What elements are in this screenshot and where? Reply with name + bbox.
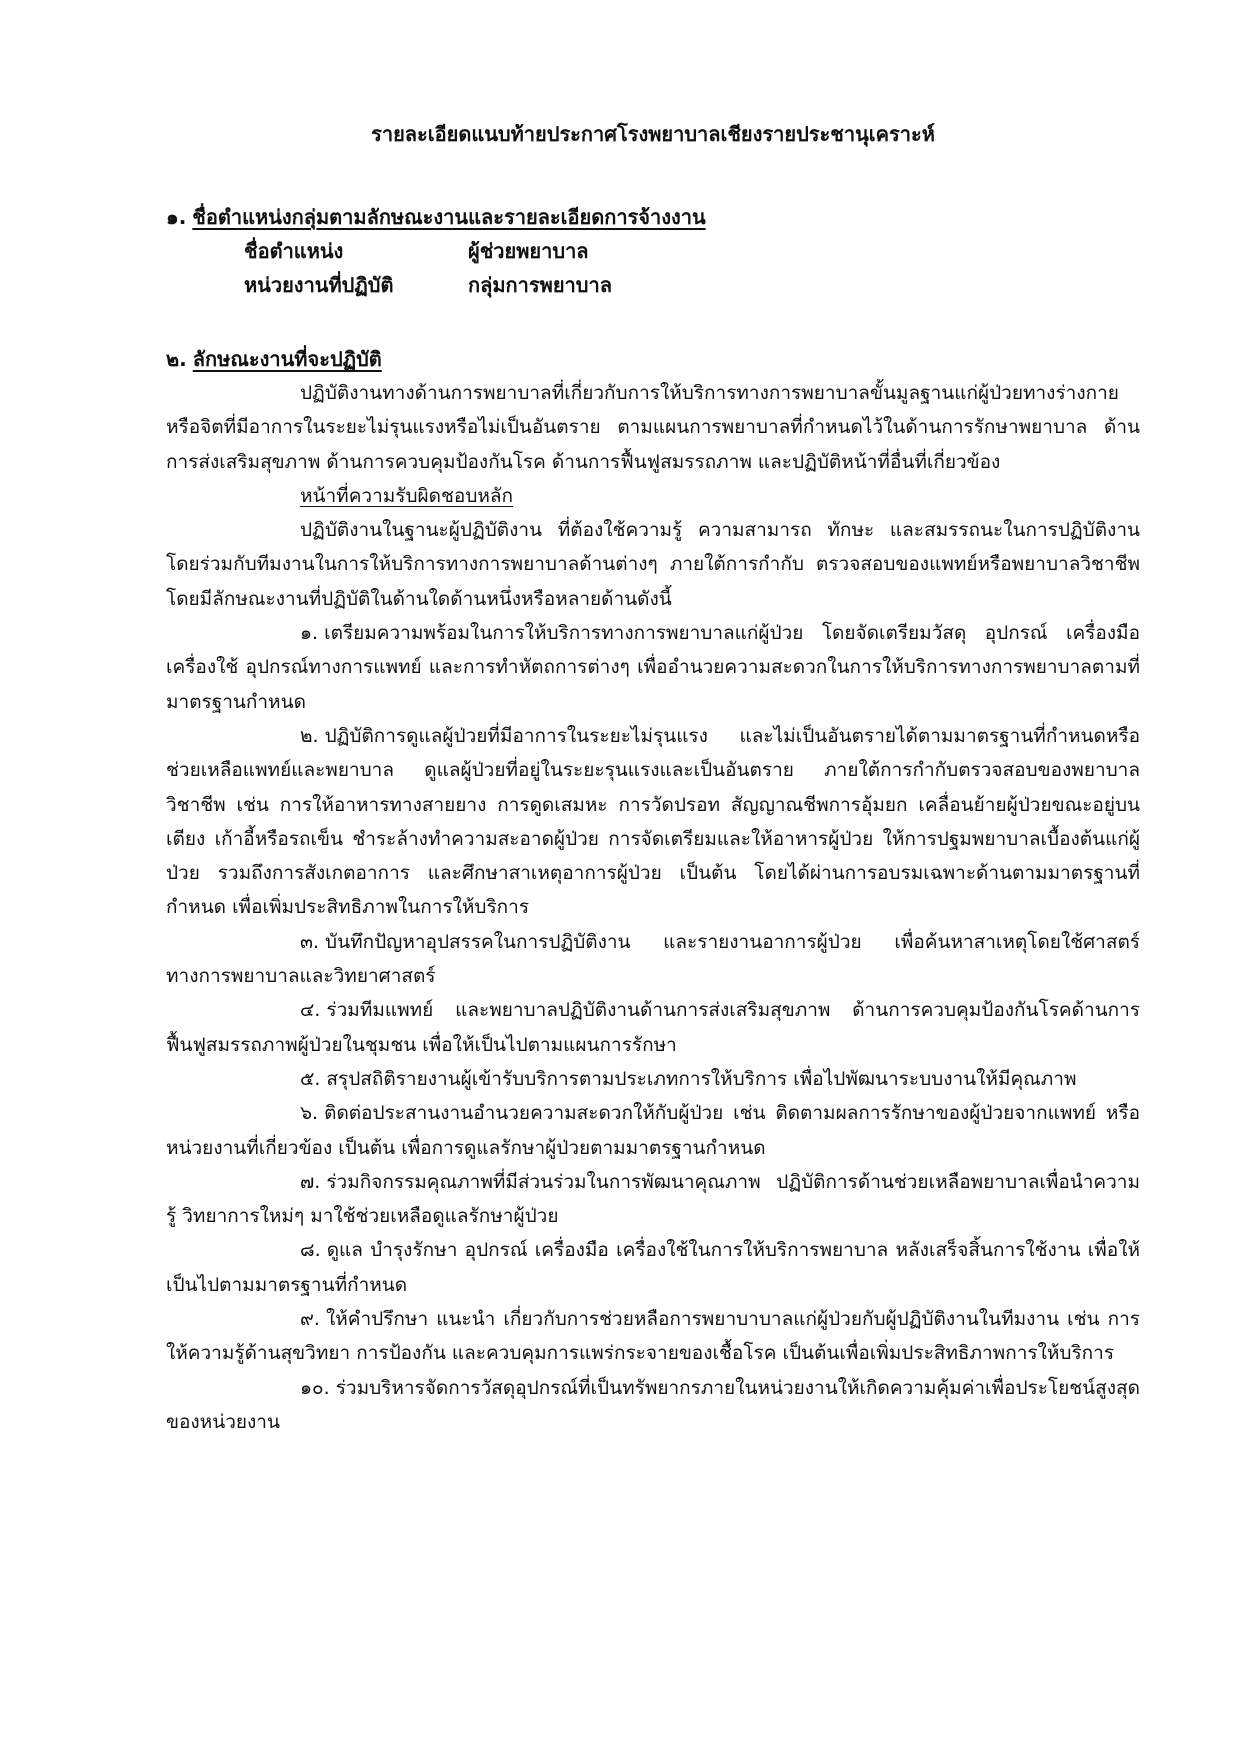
duty-item-5 — [166, 1062, 1140, 1096]
duty-number: ๘. — [300, 1239, 321, 1262]
duty-item-7 — [166, 1165, 1140, 1234]
duty-item-3 — [166, 925, 1140, 994]
section-2-heading-text: ลักษณะงานที่จะปฏิบัติ — [192, 347, 382, 371]
duty-text: ร่วมทีมแพทย์ และพยาบาลปฏิบัติงานด้านการส่งเสริมสุขภาพ ด้านการควบคุมป้องกันโรคด้านการฟื้นฟูสมรรถภาพผู้ป่วยในชุมชน เพื่อให้เป็นไปตามแผนการรักษา — [166, 999, 1140, 1056]
work-unit-row — [166, 268, 1140, 302]
duty-text: ติดต่อประสานงานอำนวยความสะดวกให้กับผู้ป่วย เช่น ติดตามผลการรักษาของผู้ป่วยจากแพทย์ หรือหน่วยงานที่เกี่ยวข้อง เป็นต้น เพื่อการดูแลรักษาผู้ป่วยตามมาตรฐานกำหนด — [166, 1102, 1140, 1159]
duty-number: ๗. — [300, 1170, 321, 1193]
work-unit-value: กลุ่มการพยาบาล — [468, 273, 612, 297]
duty-number: ๔. — [300, 999, 321, 1022]
document-title: รายละเอียดแนบท้ายประกาศโรงพยาบาลเชียงรายประชานุเคราะห์ — [371, 122, 935, 146]
duties-heading — [166, 479, 1140, 513]
duty-number: ๓. — [300, 930, 320, 953]
duty-number: ๑. — [300, 622, 319, 645]
duty-number: ๖. — [300, 1102, 319, 1125]
duty-text: ร่วมกิจกรรมคุณภาพที่มีส่วนร่วมในการพัฒนาคุณภาพ ปฏิบัติการด้านช่วยเหลือพยาบาลเพื่อนำความรู้ วิทยาการใหม่ๆ มาใช้ช่วยเหลือดูแลรักษาผู้ป่วย — [166, 1170, 1140, 1228]
section-2 — [166, 342, 1140, 1439]
duty-number: ๙. — [300, 1308, 320, 1331]
duties-heading-text: หน้าที่ความรับผิดชอบหลัก — [300, 484, 514, 507]
duty-item-1 — [166, 616, 1140, 719]
section-2-number: ๒. — [166, 347, 187, 371]
job-description-paragraph: ปฏิบัติงานทางด้านการพยาบาลที่เกี่ยวกับการให้บริการทางการพยาบาลขั้นมูลฐานแก่ผู้ป่วยทางร่างกายหรือจิตที่มีอาการในระยะไม่รุนแรงหรือไม่เป็นอันตราย ตามแผนการพยาบาลที่กำหนดไว้ในด้านการรักษาพยาบาล ด้านการส่งเสริมสุขภาพ ด้านการควบคุมป้องกันโรค ด้านการฟื้นฟูสมรรถภาพ และปฏิบัติหน้าที่อื่นที่เกี่ยวข้อง — [166, 382, 1140, 473]
work-unit-label: หน่วยงานที่ปฏิบัติ — [244, 273, 394, 297]
duty-item-9 — [166, 1302, 1140, 1371]
duty-item-4 — [166, 993, 1140, 1062]
duty-number: ๑๐. — [300, 1376, 330, 1399]
section-1 — [166, 200, 1140, 302]
duty-text: เตรียมความพร้อมในการให้บริการทางการพยาบาลแก่ผู้ป่วย โดยจัดเตรียมวัสดุ อุปกรณ์ เครื่องมือ เครื่องใช้ อุปกรณ์ทางการแพทย์ และการทำหัตถการต่างๆ เพื่ออำนวยความสะดวกในการให้บริการทางการพยาบาลตามที่มาตรฐานกำหนด — [166, 622, 1140, 713]
duty-item-8 — [166, 1233, 1140, 1302]
duty-item-6 — [166, 1096, 1140, 1165]
duty-number: ๒. — [300, 724, 319, 747]
position-name-label: ชื่อตำแหน่ง — [244, 239, 344, 263]
duty-text: ปฏิบัติการดูแลผู้ป่วยที่มีอาการในระยะไม่รุนแรง และไม่เป็นอันตรายได้ตามมาตรฐานที่กำหนดหรือช่วยเหลือแพทย์และพยาบาล ดูแลผู้ป่วยที่อยู่ในระยะรุนแรงและเป็นอันตราย ภายใต้การกำกับตรวจสอบของพยาบาลวิชาชีพ เช่น การให้อาหารทางสายยาง การดูดเสมหะ การวัดปรอท สัญญาณชีพการอุ้มยก เคลื่อนย้ายผู้ป่วยขณะอยู่บนเตียง เก้าอี้หรือรถเข็น ชำระล้างทำความสะอาดผู้ป่วย การจัดเตรียมและให้อาหารผู้ป่วย ให้การปฐมพยาบาลเบื้องต้นแก่ผู้ป่วย รวมถึงการสังเกตอาการ และศึกษาสาเหตุอาการผู้ป่วย เป็นต้น โดยได้ผ่านการอบรมเฉพาะด้านตามมาตรฐานที่กำหนด เพื่อเพิ่มประสิทธิภาพในการให้บริการ — [166, 724, 1140, 919]
section-1-heading-text: ชื่อตำแหน่งกลุ่มตามลักษณะงานและรายละเอียดการจ้างงาน — [192, 205, 706, 229]
duty-item-10 — [166, 1371, 1140, 1440]
duty-text: สรุปสถิติรายงานผู้เข้ารับบริการตามประเภทการให้บริการ เพื่อไปพัฒนาระบบงานให้มีคุณภาพ — [326, 1067, 1077, 1090]
duty-number: ๕. — [300, 1067, 321, 1090]
duty-text: ให้คำปรึกษา แนะนำ เกี่ยวกับการช่วยหลือการพยาบาบาลแก่ผู้ป่วยกับผู้ปฏิบัติงานในทีมงาน เช่น การให้ความรู้ด้านสุขวิทยา การป้องกัน และควบคุมการแพร่กระจายของเชื้อโรค เป็นต้นเพื่อเพิ่มประสิทธิภาพการให้บริการ — [166, 1308, 1140, 1365]
section-1-heading — [166, 200, 1140, 234]
position-name-value: ผู้ช่วยพยาบาล — [468, 239, 589, 263]
duty-text: ร่วมบริหารจัดการวัสดุอุปกรณ์ที่เป็นทรัพยากรภายในหน่วยงานให้เกิดความคุ้มค่าเพื่อประโยชน์สูงสุดของหน่วยงาน — [166, 1376, 1140, 1433]
duties-intro-paragraph: ปฏิบัติงานในฐานะผู้ปฏิบัติงาน ที่ต้องใช้ความรู้ ความสามารถ ทักษะ และสมรรถนะในการปฏิบัติงาน โดยร่วมกับทีมงานในการให้บริการทางการพยาบาลด้านต่างๆ ภายใต้การกำกับ ตรวจสอบของแพทย์หรือพยาบาลวิชาชีพ โดยมีลักษณะงานที่ปฏิบัติในด้านใดด้านหนึ่งหรือหลายด้านดังนี้ — [166, 519, 1140, 610]
duty-text: ดูแล บำรุงรักษา อุปกรณ์ เครื่องมือ เครื่องใช้ในการให้บริการพยาบาล หลังเสร็จสิ้นการใช้งาน เพื่อให้เป็นไปตามมาตรฐานที่กำหนด — [166, 1239, 1140, 1296]
duty-text: บันทึกปัญหาอุปสรรคในการปฏิบัติงาน และรายงานอาการผู้ป่วย เพื่อค้นหาสาเหตุโดยใช้ศาสตร์ทางการพยาบาลและวิทยาศาสตร์ — [166, 930, 1140, 988]
section-2-heading — [166, 342, 1140, 376]
duty-item-2 — [166, 719, 1140, 925]
position-name-row — [166, 234, 1140, 268]
section-1-number: ๑. — [166, 205, 187, 229]
